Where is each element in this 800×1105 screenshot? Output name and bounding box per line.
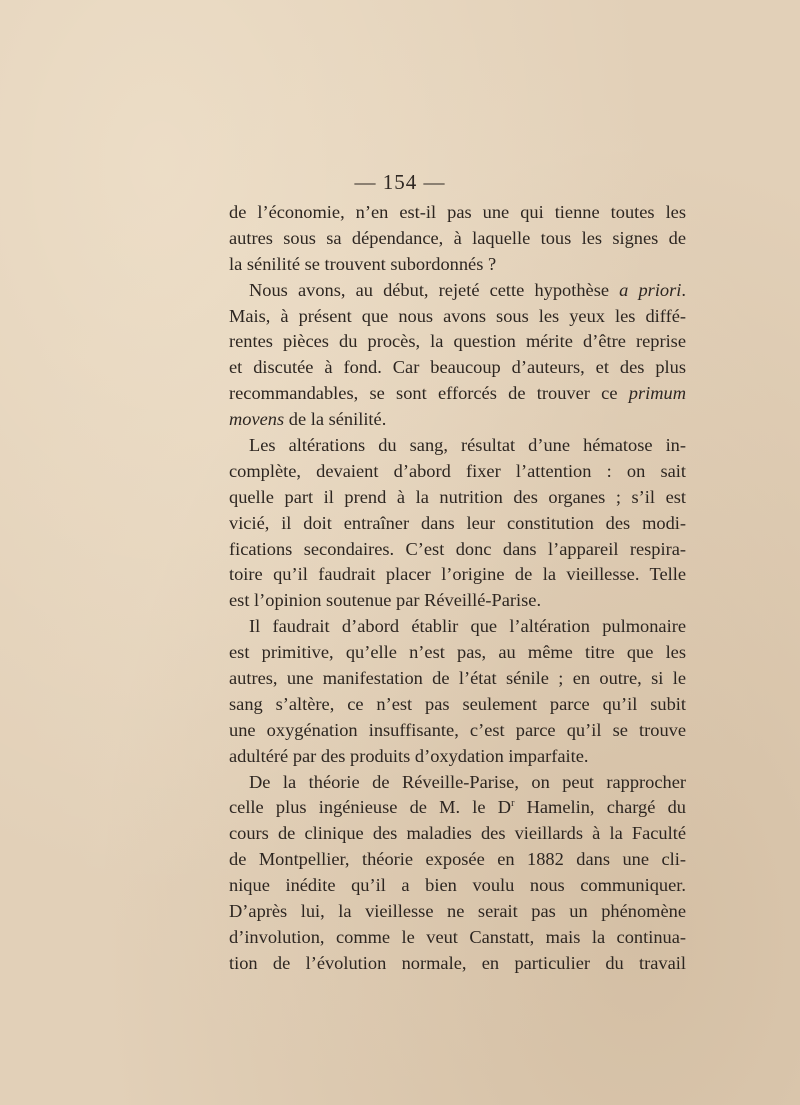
line-text-tail: . [681, 279, 686, 300]
text-line [229, 951, 686, 977]
line-text: une oxygénation insuffisante, c’est parce qu’il se trouve [229, 719, 686, 740]
text-line [229, 744, 686, 770]
text-line [229, 770, 686, 796]
line-text: autres, une manifestation de l’état sénile ; en outre, si le [229, 668, 686, 689]
italic-term: movens [229, 409, 285, 430]
line-text: complète, devaient d’abord fixer l’attention : on sait [229, 460, 686, 481]
text-line [229, 226, 686, 252]
line-text: cours de clinique des maladies des vieillards à la Faculté [229, 823, 686, 844]
line-text: de l’économie, n’en est-il pas une qui tienne toutes les [229, 202, 686, 222]
line-text-tail: de la sénilité. [284, 409, 387, 430]
line-text: rentes pièces du procès, la question mérite d’être reprise [229, 331, 686, 352]
text-line [229, 821, 686, 847]
italic-term: primum [628, 383, 686, 404]
line-text: celle plus ingénieuse de M. le D [229, 797, 512, 818]
text-line [229, 847, 686, 873]
text-line [229, 485, 686, 511]
line-text: et discutée à fond. Car beaucoup d’auteurs, et des plus [229, 357, 686, 378]
text-line [229, 278, 686, 304]
text-line [229, 407, 686, 433]
line-text: adultéré par des produits d’oxydation imparfaite. [229, 745, 589, 766]
line-text: de Montpellier, théorie exposée en 1882 dans une cli- [229, 849, 686, 870]
line-text: est primitive, qu’elle n’est pas, au même titre que les [229, 642, 686, 663]
text-line [229, 252, 686, 278]
text-line [229, 355, 686, 381]
text-line [229, 588, 686, 614]
text-line [229, 433, 686, 459]
text-line [229, 718, 686, 744]
text-line [229, 537, 686, 563]
line-text: autres sous sa dépendance, à laquelle tous les signes de [229, 227, 686, 248]
text-line [229, 614, 686, 640]
text-line [229, 511, 686, 537]
italic-term: a priori [619, 279, 682, 300]
line-text: sang s’altère, ce n’est pas seulement parce qu’il subit [229, 693, 686, 714]
text-line [229, 459, 686, 485]
body-text [229, 200, 686, 977]
text-line [229, 666, 686, 692]
line-text: la sénilité se trouvent subordonnés ? [229, 253, 497, 274]
line-text: vicié, il doit entraîner dans leur constitution des modi- [229, 512, 686, 533]
line-text: Nous avons, au début, rejeté cette hypothèse [249, 279, 620, 300]
line-text: Il faudrait d’abord établir que l’altération pulmonaire [249, 616, 686, 637]
text-line [229, 873, 686, 899]
text-line [229, 562, 686, 588]
page-number: — 154 — [354, 170, 446, 194]
line-text: De la théorie de Réveille-Parise, on peut rapprocher [249, 771, 686, 792]
line-text: est l’opinion soutenue par Réveillé-Parise. [229, 590, 542, 611]
text-line [229, 304, 686, 330]
text-line [229, 329, 686, 355]
line-text: D’après lui, la vieillesse ne serait pas un phénomène [229, 901, 686, 922]
line-text: quelle part il prend à la nutrition des organes ; s’il est [229, 486, 686, 507]
line-text: recommandables, se sont efforcés de trouver ce [229, 383, 629, 404]
line-text: Les altérations du sang, résultat d’une hématose in- [249, 435, 686, 456]
text-line [229, 795, 686, 821]
line-text: nique inédite qu’il a bien voulu nous communiquer. [229, 875, 686, 896]
line-text: fications secondaires. C’est donc dans l’appareil respira- [229, 538, 686, 559]
text-line [229, 925, 686, 951]
text-line [229, 381, 686, 407]
text-line [229, 200, 686, 226]
superscript: r [511, 798, 515, 810]
text-line [229, 640, 686, 666]
line-text: d’involution, comme le veut Canstatt, mais la continua- [229, 926, 686, 947]
line-text: toire qu’il faudrait placer l’origine de la vieillesse. Telle [229, 564, 686, 585]
line-text-tail: Hamelin, chargé du [514, 797, 686, 818]
text-line [229, 692, 686, 718]
line-text: tion de l’évolution normale, en particulier du travail [229, 952, 686, 973]
text-line [229, 899, 686, 925]
line-text: Mais, à présent que nous avons sous les yeux les diffé- [229, 305, 686, 326]
